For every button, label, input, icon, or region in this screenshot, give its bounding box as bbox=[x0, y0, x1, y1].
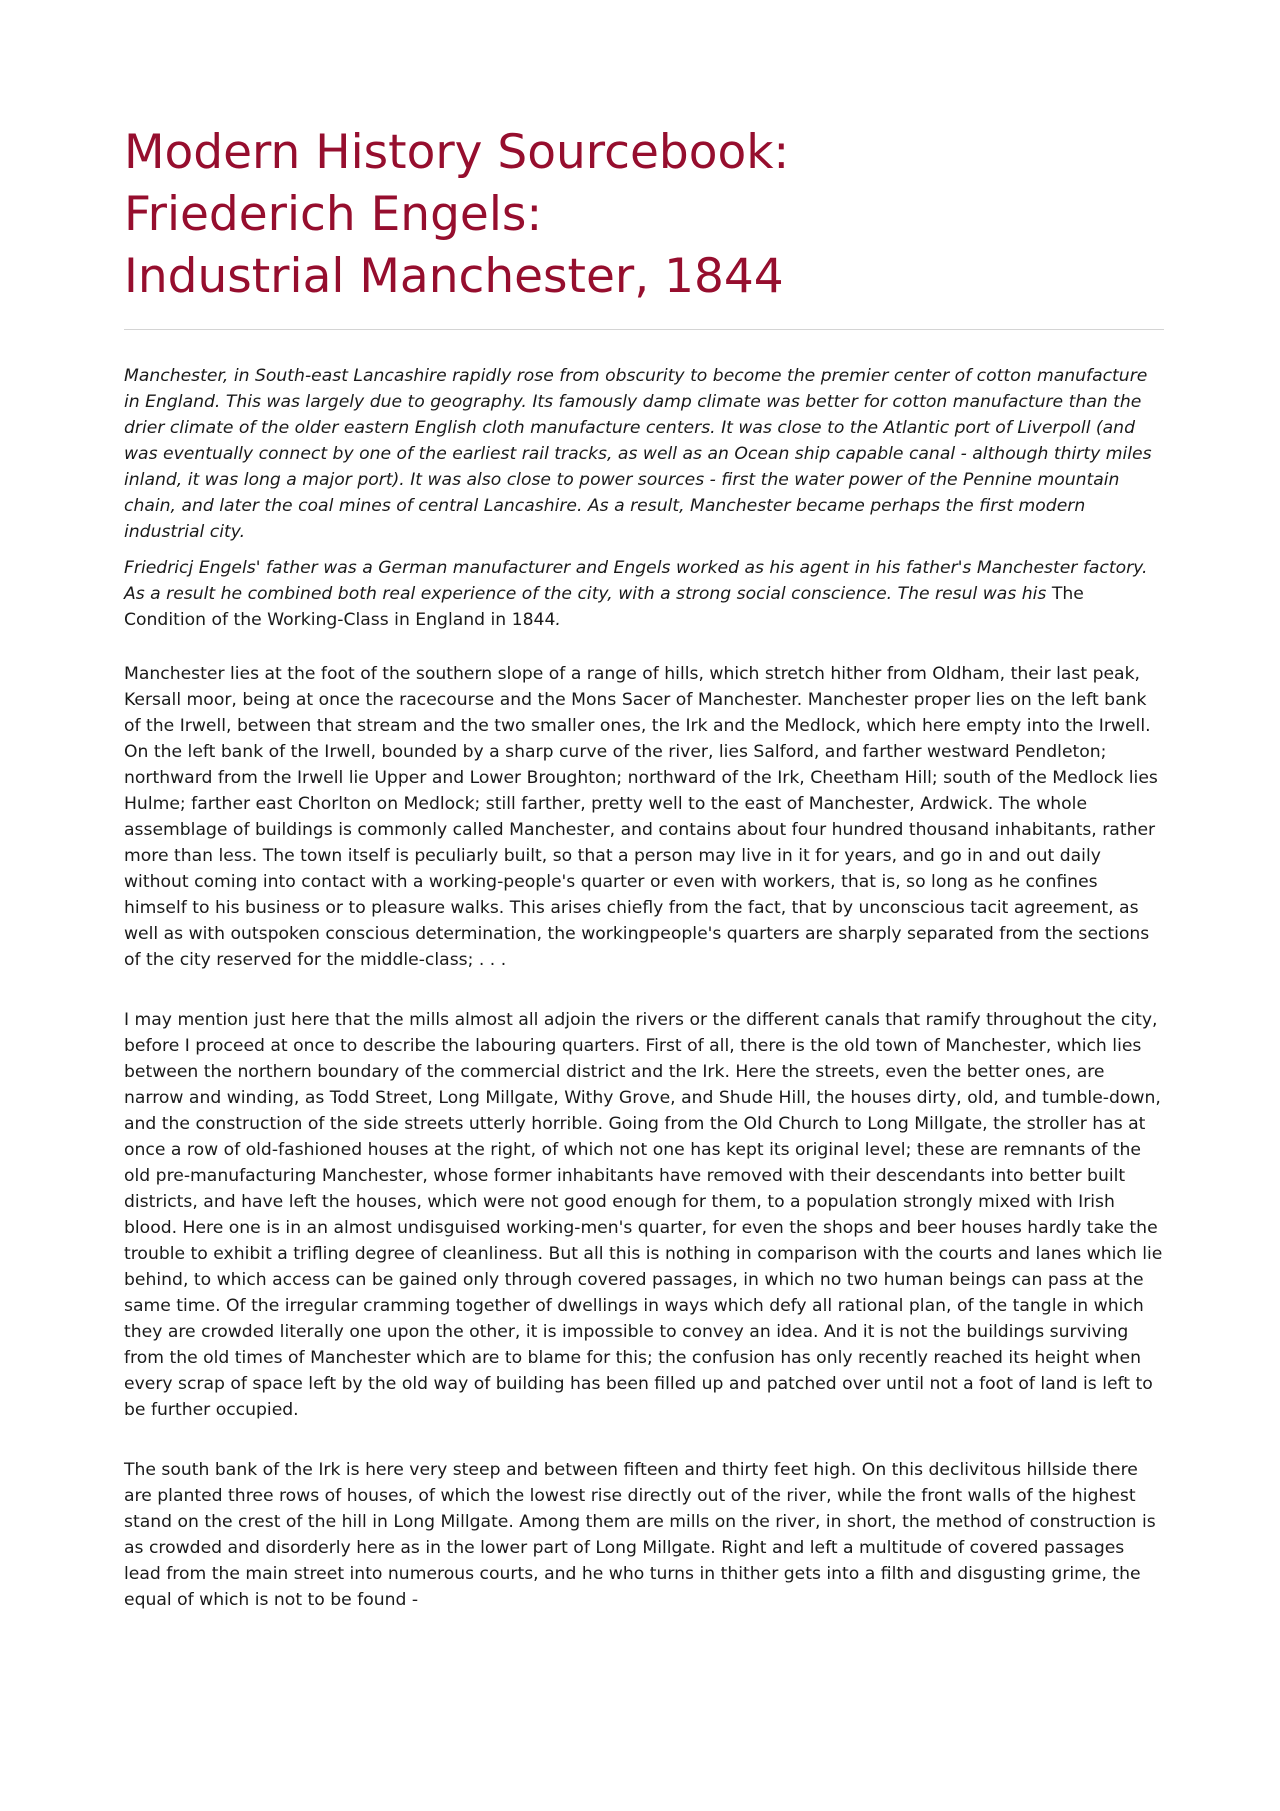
body-paragraph-3: The south bank of the Irk is here very steep and between fifteen and thirty feet high. On this declivitous hillside there are planted three rows of houses, of which the lowest rise directly out of the river, while the front walls of the highest stand on the crest of the hill in Long Millgate. Among them are mills on the river, in short, the method of construction is as crowded and disorderly here as in the lower part of Long Millgate. Right and left a multitude of covered passages lead from the main street into numerous courts, and he who turns in thither gets into a filth and disgusting grime, the equal of which is not to be found - bbox=[124, 1460, 1156, 1610]
title-divider bbox=[124, 329, 1164, 330]
title-line-3: Industrial Manchester, 1844 bbox=[124, 249, 784, 304]
page-title bbox=[124, 122, 1164, 308]
document-page bbox=[124, 122, 1164, 1647]
body-paragraph-2: I may mention just here that the mills almost all adjoin the rivers or the different canals that ramify throughout the city, before I proceed at once to describe the labouring quarters. First of all, there is the old town of Manchester, which lies between the northern boundary of the commercial district and the Irk. Here the streets, even the better ones, are narrow and winding, as Todd Street, Long Millgate, Withy Grove, and Shude Hill, the houses dirty, old, and tumble-down, and the construction of the side streets utterly horrible. Going from the Old Church to Long Millgate, the stroller has at once a row of old-fashioned houses at the right, of which not one has kept its original level; these are remnants of the old pre-manufacturing Manchester, whose former inhabitants have removed with their descendants into better built districts, and have left the houses, which were not good enough for them, to a population strongly mixed with Irish blood. Here one is in an almost undisguised working-men's quarter, for even the shops and beer houses hardly take the trouble to exhibit a trifling degree of cleanliness. But all this is nothing in comparison with the courts and lanes which lie behind, to which access can be gained only through covered passages, in which no two human beings can pass at the same time. Of the irregular cramming together of dwellings in ways which defy all rational plan, of the tangle in which they are crowded literally one upon the other, it is impossible to convey an idea. And it is not the buildings surviving from the old times of Manchester which are to blame for this; the confusion has only recently reached its height when every scrap of space left by the old way of building has been filled up and patched over until not a foot of land is left to be further occupied. bbox=[124, 1010, 1163, 1420]
body-section bbox=[124, 661, 1164, 1613]
intro-paragraph-2-end: . bbox=[555, 610, 561, 630]
book-title: The Condition of the Working-Class in England in 1844 bbox=[124, 584, 1084, 630]
intro-section bbox=[124, 363, 1164, 633]
intro-paragraph-2 bbox=[124, 555, 1164, 633]
title-line-1: Modern History Sourcebook: bbox=[124, 125, 790, 180]
intro-paragraph-2-lead: Friedricj Engels' father was a German manufacturer and Engels worked as his agent in his father's Manchester factory. As a result he combined both real experience of the city, with a strong social conscience. The resul was his bbox=[124, 558, 1148, 604]
title-line-2: Friederich Engels: bbox=[124, 187, 543, 242]
intro-paragraph-1: Manchester, in South-east Lancashire rapidly rose from obscurity to become the premier center of cotton manufacture in England. This was largely due to geography. Its famously damp climate was better for cotton manufacture than the drier climate of the older eastern English cloth manufacture centers. It was close to the Atlantic port of Liverpoll (and was eventually connect by one of the earliest rail tracks, as well as an Ocean ship capable canal - although thirty miles inland, it was long a major port). It was also close to power sources - first the water power of the Pennine mountain chain, and later the coal mines of central Lancashire. As a result, Manchester became perhaps the first modern industrial city. bbox=[124, 366, 1152, 542]
body-paragraph-1: Manchester lies at the foot of the southern slope of a range of hills, which stretch hither from Oldham, their last peak, Kersall moor, being at once the racecourse and the Mons Sacer of Manchester. Manchester proper lies on the left bank of the Irwell, between that stream and the two smaller ones, the Irk and the Medlock, which here empty into the Irwell. On the left bank of the Irwell, bounded by a sharp curve of the river, lies Salford, and farther westward Pendleton; northward from the Irwell lie Upper and Lower Broughton; northward of the Irk, Cheetham Hill; south of the Medlock lies Hulme; farther east Chorlton on Medlock; still farther, pretty well to the east of Manchester, Ardwick. The whole assemblage of buildings is commonly called Manchester, and contains about four hundred thousand inhabitants, rather more than less. The town itself is peculiarly built, so that a person may live in it for years, and go in and out daily without coming into contact with a working-people's quarter or even with workers, that is, so long as he confines himself to his business or to pleasure walks. This arises chiefly from the fact, that by unconscious tacit agreement, as well as with outspoken conscious determination, the workingpeople's quarters are sharply separated from the sections of the city reserved for the middle-class; . . . bbox=[124, 664, 1158, 970]
